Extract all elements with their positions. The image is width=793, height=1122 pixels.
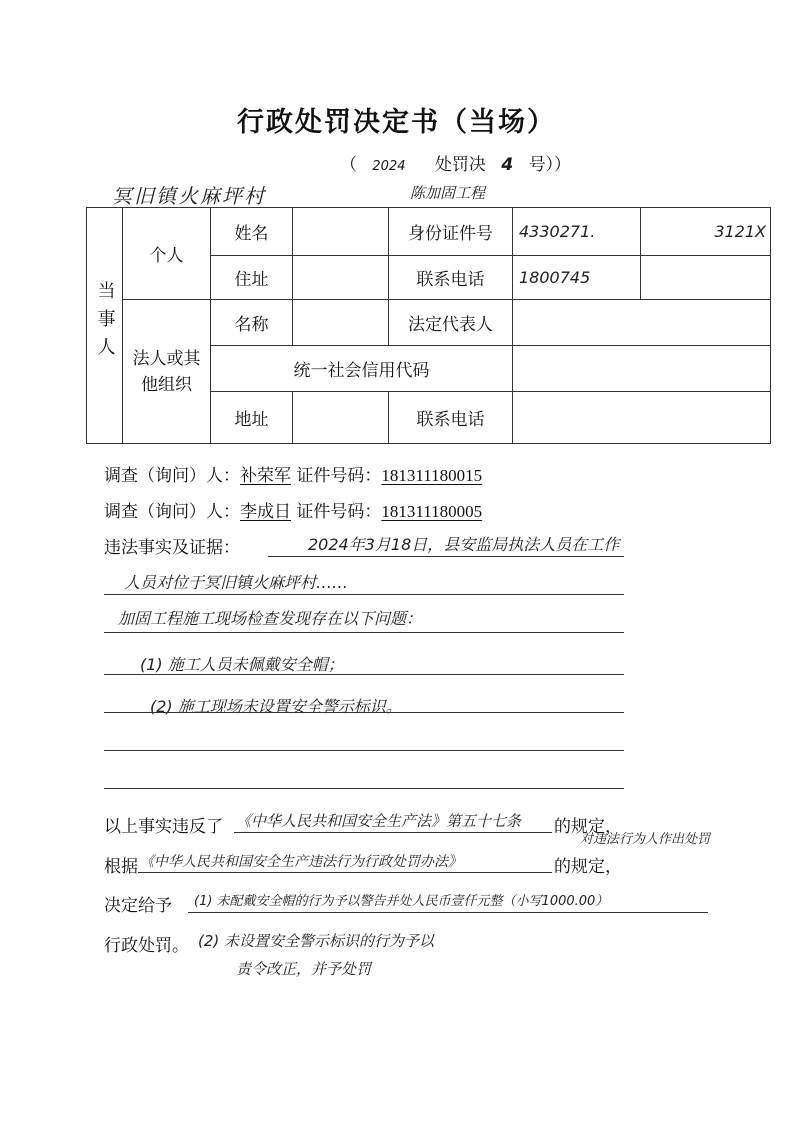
basis-prefix: 根据 <box>104 857 138 877</box>
investigator-1-label: 调查（询问）人： <box>104 466 240 486</box>
credit-code-label: 统一社会信用代码 <box>211 346 513 392</box>
facts-line-0: 2024年3月18日，县安监局执法人员在工作 <box>308 535 620 554</box>
address-value <box>293 256 389 300</box>
id-label: 身份证件号 <box>389 208 513 256</box>
facts-rule-2 <box>104 632 624 633</box>
party-group-label: 当事人 <box>94 281 116 365</box>
doc-number-label: 处罚决 <box>434 155 486 175</box>
name-value <box>293 208 389 256</box>
investigator-2-id-label: 证件号码： <box>296 502 382 522</box>
violation-law: 《中华人民共和国安全生产法》第五十七条 <box>236 812 522 830</box>
decision-end: 行政处罚。 <box>104 936 189 956</box>
facts-rule-5 <box>104 750 624 751</box>
org-name-value <box>293 300 389 346</box>
org-name-label: 名称 <box>211 300 293 346</box>
org-address-value <box>293 392 389 444</box>
basis-rule <box>138 872 552 873</box>
facts-line-3: (1) 施工人员未佩戴安全帽； <box>140 655 344 674</box>
name-label: 姓名 <box>211 208 293 256</box>
decision-cont-1: (2) 未设置安全警示标识的行为予以 <box>198 932 435 950</box>
facts-rule-4 <box>104 712 624 713</box>
party-table <box>86 207 771 444</box>
phone-label: 联系电话 <box>389 256 513 300</box>
facts-rule-1 <box>104 594 624 595</box>
org-label: 法人或其他组织 <box>123 300 211 444</box>
basis-suffix: 的规定， <box>554 857 622 877</box>
legal-rep-value <box>513 300 771 346</box>
investigator-1 <box>104 461 482 486</box>
investigator-1-id: 181311180015 <box>381 466 483 485</box>
facts-rule-0 <box>268 556 624 557</box>
legal-rep-label: 法定代表人 <box>389 300 513 346</box>
violation-prefix: 以上事实违反了 <box>104 817 223 837</box>
id-tail: 3121X <box>641 208 771 256</box>
basis-extra: 对违法行为人作出处罚 <box>580 832 711 847</box>
investigator-2-label: 调查（询问）人： <box>104 502 240 522</box>
decision-text: (1) 未配戴安全帽的行为予以警告并处人民币壹仟元整（小写1000.00） <box>194 894 609 909</box>
party-group-cell <box>87 208 123 444</box>
handwritten-location: 冥旧镇火麻坪村 <box>112 184 266 208</box>
id-value: 4330271. <box>513 208 641 256</box>
page-title: 行政处罚决定书（当场） <box>237 107 556 138</box>
investigator-2-name: 李成日 <box>240 502 291 522</box>
credit-code-value <box>513 346 771 392</box>
decision-cont-2: 责令改正，并予处罚 <box>236 960 372 978</box>
org-phone-label: 联系电话 <box>389 392 513 444</box>
investigator-1-id-label: 证件号码： <box>296 466 382 486</box>
doc-number-open: （ <box>340 155 357 175</box>
facts-rule-6 <box>104 788 624 789</box>
org-address-label: 地址 <box>211 392 293 444</box>
facts-line-4: (2) 施工现场未设置安全警示标识。 <box>150 697 402 716</box>
address-label: 住址 <box>211 256 293 300</box>
doc-number-suffix: 号）） <box>528 155 572 175</box>
facts-rule-3 <box>104 674 624 675</box>
phone-value-extra <box>641 256 771 300</box>
decision-prefix: 决定给予 <box>104 896 172 916</box>
phone-value: 1800745 <box>513 256 641 300</box>
violation-suffix: 的规定， <box>554 817 622 837</box>
handwritten-project: 陈加固工程 <box>410 184 486 202</box>
doc-number <box>340 150 600 175</box>
doc-number-num: 4 <box>501 155 514 175</box>
facts-line-2: 加固工程施工现场检查发现存在以下问题： <box>118 609 423 628</box>
decision-rule <box>188 912 708 913</box>
basis-law: 《中华人民共和国安全生产违法行为行政处罚办法》 <box>140 854 462 870</box>
investigator-2-id: 181311180005 <box>381 502 483 521</box>
investigator-2 <box>104 497 482 522</box>
org-phone-value <box>513 392 771 444</box>
facts-line-1: 人员对位于冥旧镇火麻坪村…… <box>124 573 349 592</box>
facts-label: 违法事实及证据： <box>104 538 240 558</box>
doc-number-year: 2024 <box>372 159 406 174</box>
violation-rule <box>234 832 552 833</box>
individual-label: 个人 <box>123 208 211 300</box>
investigator-1-name: 补荣军 <box>240 466 291 486</box>
